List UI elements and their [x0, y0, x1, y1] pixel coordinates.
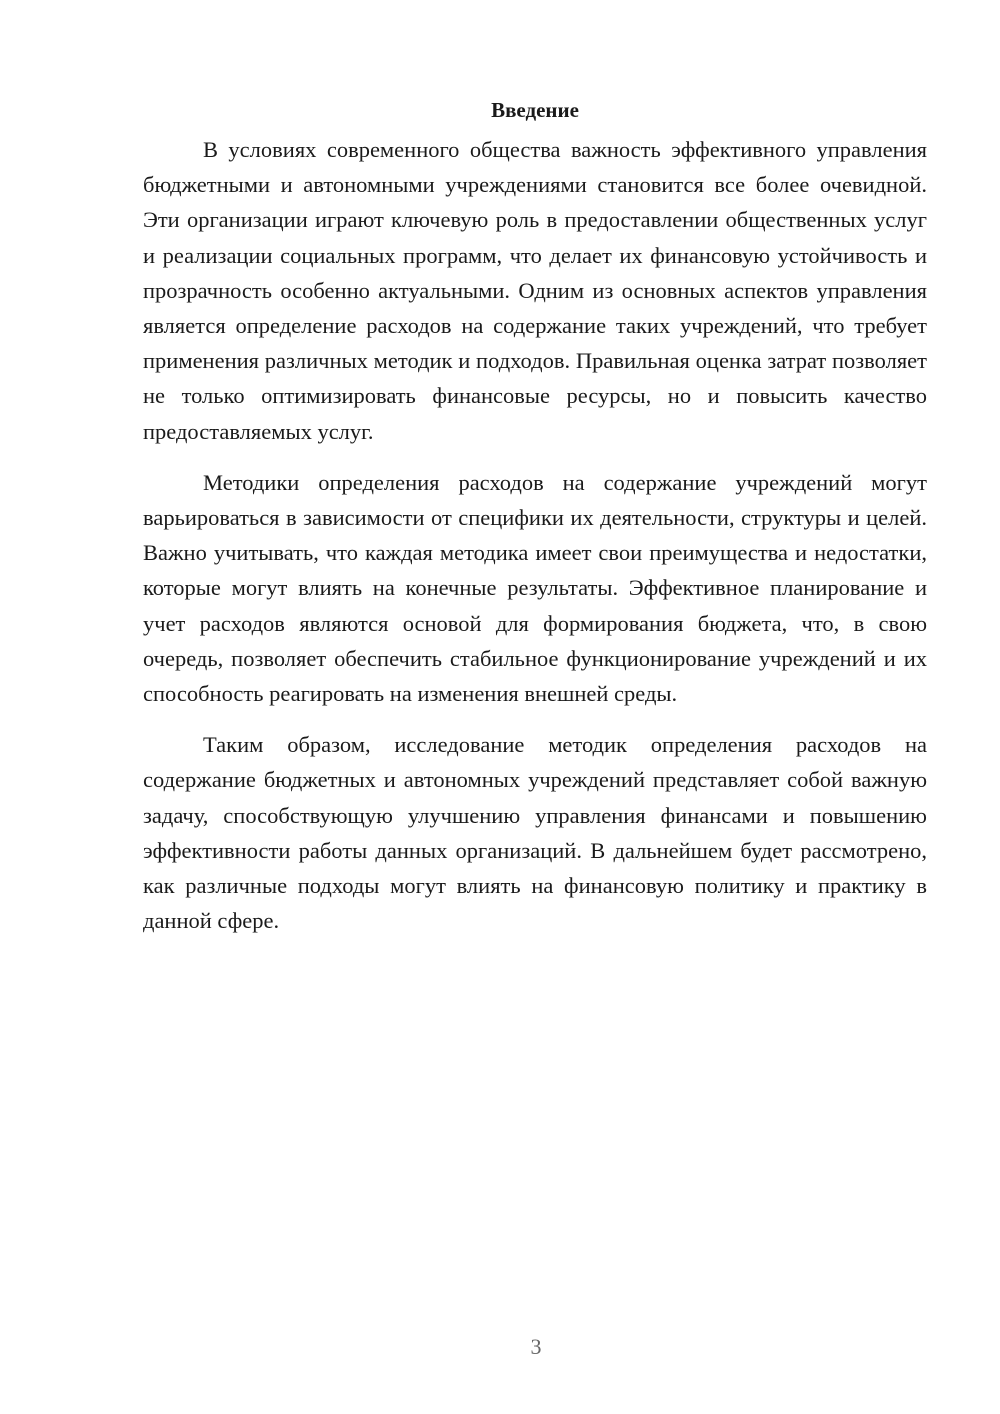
page-content: [143, 92, 927, 938]
paragraph-1: В условиях современного общества важность эффективного управления бюджетными и автономными учреждениями становится все более очевидной. Эти организации играют ключевую роль в предоставлении общественных услуг и реализации социальных программ, что делает их финансовую устойчивость и прозрачность особенно актуальными. Одним из основных аспектов управления является определение расходов на содержание таких учреждений, что требует применения различных методик и подходов. Правильная оценка затрат позволяет не только оптимизировать финансовые ресурсы, но и повысить качество предоставляемых услуг.: [143, 137, 927, 444]
page-number: 3: [530, 1334, 542, 1359]
section-title: Введение: [491, 98, 579, 122]
paragraph-3: Таким образом, исследование методик определения расходов на содержание бюджетных и автономных учреждений представляет собой важную задачу, способствующую улучшению управления финансами и повышению эффективности работы данных организаций. В дальнейшем будет рассмотрено, как различные подходы могут влиять на финансовую политику и практику в данной сфере.: [143, 732, 927, 934]
paragraph-2: Методики определения расходов на содержание учреждений могут варьироваться в зависимости от специфики их деятельности, структуры и целей. Важно учитывать, что каждая методика имеет свои преимущества и недостатки, которые могут влиять на конечные результаты. Эффективное планирование и учет расходов являются основой для формирования бюджета, что, в свою очередь, позволяет обеспечить стабильное функционирование учреждений и их способность реагировать на изменения внешней среды.: [143, 469, 927, 707]
